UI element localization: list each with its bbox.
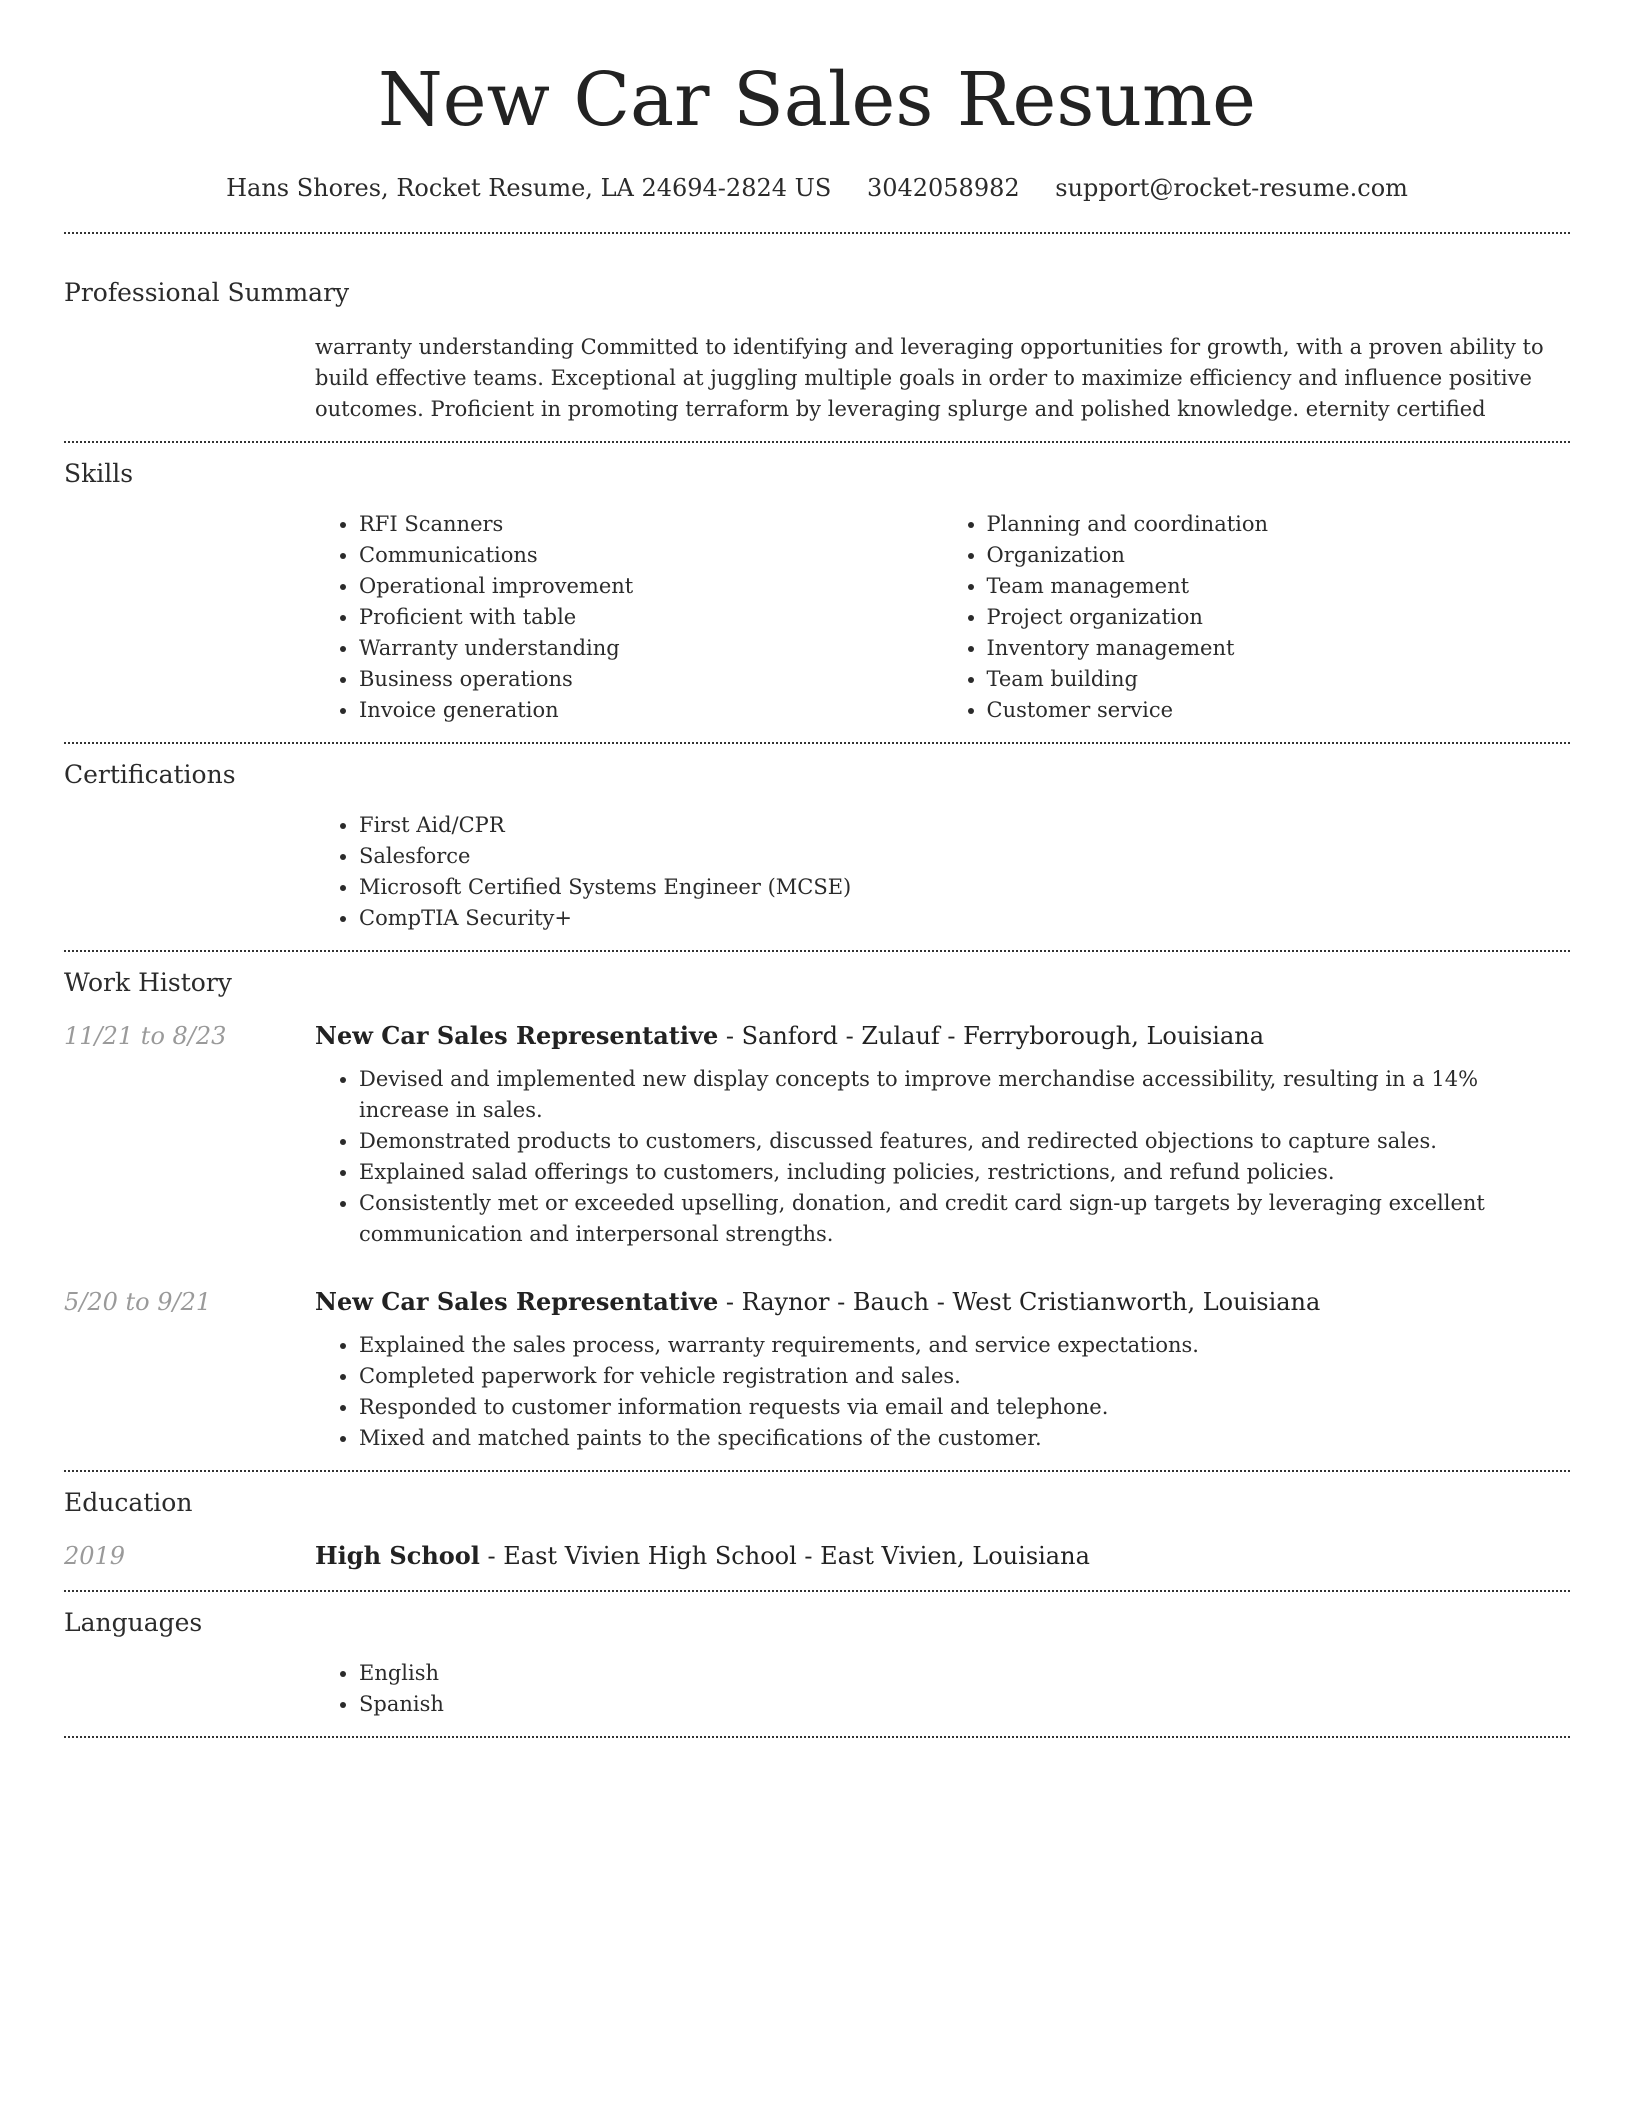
contact-line bbox=[64, 170, 1570, 206]
job-title: New Car Sales Representative bbox=[315, 1287, 719, 1316]
certifications-body bbox=[315, 810, 1570, 934]
skill-item: • Business operations bbox=[359, 664, 943, 695]
work-history-section bbox=[64, 952, 1570, 1470]
skill-item: • Proficient with table bbox=[359, 602, 943, 633]
job-bullet: • Explained the sales process, warranty requirements, and service expectations. bbox=[359, 1330, 1570, 1361]
skill-item: • RFI Scanners bbox=[359, 509, 943, 540]
job-bullets bbox=[315, 1064, 1570, 1250]
language-item: • Spanish bbox=[359, 1689, 1570, 1720]
education-year: 2019 bbox=[64, 1542, 126, 1570]
skill-item: • Project organization bbox=[987, 602, 1571, 633]
job-bullet: • Devised and implemented new display concepts to improve merchandise accessibility, resulting in a 14% increase in sales. bbox=[359, 1064, 1570, 1126]
job-employer: - Sanford - Zulauf - Ferryborough, Louisiana bbox=[718, 1022, 1265, 1050]
skills-list-left bbox=[315, 509, 943, 726]
languages-body bbox=[315, 1658, 1570, 1720]
education-degree: High School bbox=[315, 1541, 480, 1570]
skill-item: • Communications bbox=[359, 540, 943, 571]
section-heading-certifications: Certifications bbox=[64, 760, 236, 789]
job-employer: - Raynor - Bauch - West Cristianworth, Louisiana bbox=[718, 1288, 1321, 1316]
skill-item: • Customer service bbox=[987, 695, 1571, 726]
certifications-list bbox=[315, 810, 1570, 934]
certification-item: • Microsoft Certified Systems Engineer (MCSE) bbox=[359, 872, 1570, 903]
section-heading-skills: Skills bbox=[64, 459, 134, 488]
skill-item: • Team building bbox=[987, 664, 1571, 695]
job-bullet: • Mixed and matched paints to the specifications of the customer. bbox=[359, 1423, 1570, 1454]
job-bullet: • Responded to customer information requests via email and telephone. bbox=[359, 1392, 1570, 1423]
education-entry bbox=[64, 1538, 1570, 1574]
certification-item: • First Aid/CPR bbox=[359, 810, 1570, 841]
education-school: - East Vivien High School - East Vivien, Louisiana bbox=[479, 1542, 1090, 1570]
language-item: • English bbox=[359, 1658, 1570, 1689]
section-heading-summary: Professional Summary bbox=[64, 278, 350, 307]
certifications-section bbox=[64, 744, 1570, 950]
skill-item: • Invoice generation bbox=[359, 695, 943, 726]
section-heading-work-history: Work History bbox=[64, 968, 232, 997]
job-heading bbox=[315, 1284, 1570, 1320]
job-title: New Car Sales Representative bbox=[315, 1021, 719, 1050]
section-heading-education: Education bbox=[64, 1488, 193, 1517]
skills-list-right bbox=[943, 509, 1571, 726]
education-heading bbox=[315, 1538, 1570, 1574]
job-bullet: • Demonstrated products to customers, discussed features, and redirected objections to capture sales. bbox=[359, 1126, 1570, 1157]
summary-section bbox=[64, 234, 1570, 441]
summary-text: warranty understanding Committed to identifying and leveraging opportunities for growth, with a proven ability to build effective teams. Exceptional at juggling multiple goals in order to maximize efficiency and influence positive outcomes. Proficient in promoting terraform by leveraging splurge and polished knowledge. eternity certified bbox=[315, 335, 1544, 421]
divider bbox=[64, 1736, 1570, 1738]
job-entry bbox=[64, 1018, 1570, 1250]
job-bullet: • Explained salad offerings to customers, including policies, restrictions, and refund policies. bbox=[359, 1157, 1570, 1188]
resume-title: New Car Sales Resume bbox=[378, 57, 1256, 143]
certification-item: • Salesforce bbox=[359, 841, 1570, 872]
job-bullet: • Consistently met or exceeded upselling, donation, and credit card sign-up targets by leveraging excellent communication and interpersonal strengths. bbox=[359, 1188, 1570, 1250]
job-bullet: • Completed paperwork for vehicle registration and sales. bbox=[359, 1361, 1570, 1392]
certification-item: • CompTIA Security+ bbox=[359, 903, 1570, 934]
languages-list bbox=[315, 1658, 1570, 1720]
skill-item: • Warranty understanding bbox=[359, 633, 943, 664]
skill-item: • Team management bbox=[987, 571, 1571, 602]
section-heading-languages: Languages bbox=[64, 1608, 203, 1637]
resume-page bbox=[64, 0, 1570, 1738]
contact-phone[interactable]: 3042058982 bbox=[866, 174, 1020, 202]
job-bullets bbox=[315, 1330, 1570, 1454]
skills-columns bbox=[315, 509, 1570, 726]
job-entry bbox=[64, 1284, 1570, 1454]
contact-email[interactable]: support@rocket-resume.com bbox=[1055, 174, 1408, 202]
job-dates: 5/20 to 9/21 bbox=[64, 1288, 212, 1316]
contact-address: Hans Shores, Rocket Resume, LA 24694-2824 US bbox=[226, 174, 832, 202]
education-details bbox=[315, 1538, 1570, 1574]
languages-section bbox=[64, 1592, 1570, 1736]
skill-item: • Organization bbox=[987, 540, 1571, 571]
education-section bbox=[64, 1472, 1570, 1590]
skill-item: • Planning and coordination bbox=[987, 509, 1571, 540]
job-details bbox=[315, 1018, 1570, 1250]
skills-section bbox=[64, 443, 1570, 742]
skill-item: • Inventory management bbox=[987, 633, 1571, 664]
job-dates: 11/21 to 8/23 bbox=[64, 1022, 227, 1050]
job-heading bbox=[315, 1018, 1570, 1054]
skill-item: • Operational improvement bbox=[359, 571, 943, 602]
job-details bbox=[315, 1284, 1570, 1454]
